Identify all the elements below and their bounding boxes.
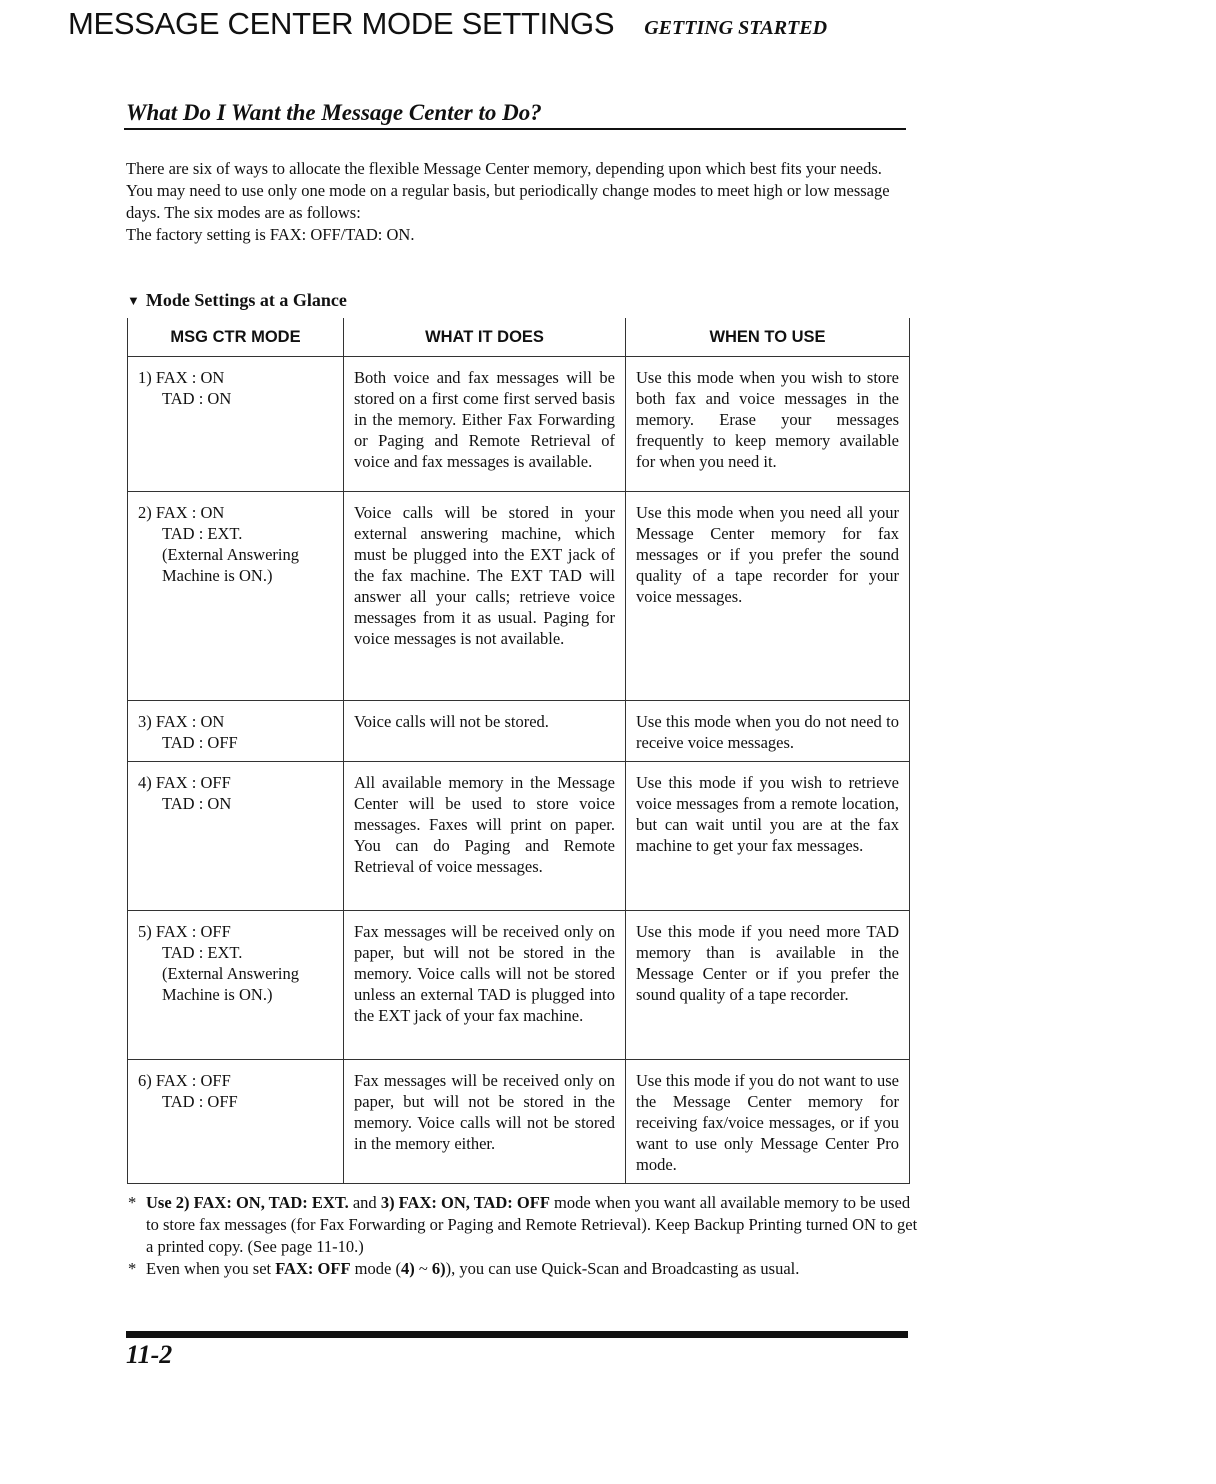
mode-line: 4) FAX : OFF [138, 773, 231, 792]
column-header-when: WHEN TO USE [626, 318, 910, 357]
glance-heading [127, 290, 347, 311]
footnote-2-mid: mode ( [350, 1259, 401, 1278]
table-header-row [128, 318, 910, 357]
mode-line: 6) FAX : OFF [138, 1071, 231, 1090]
footnote-2-six: 6) [431, 1259, 446, 1278]
asterisk-icon: * [128, 1193, 137, 1212]
intro-paragraph-1: There are six of ways to allocate the flexible Message Center memory, depending upon which best fits your needs. [126, 159, 882, 178]
page-number: 11-2 [126, 1340, 173, 1369]
footnote-1 [128, 1192, 918, 1258]
mode-line: TAD : ON [162, 389, 232, 408]
footnotes [128, 1192, 918, 1280]
mode-cell [128, 357, 344, 492]
footnote-2-fax: FAX: OFF [275, 1259, 351, 1278]
mode-cell [128, 1060, 344, 1184]
page-header-section: GETTING STARTED [644, 17, 828, 39]
when-cell: Use this mode if you do not want to use the Message Center memory for receiving fax/voice messages, or if you want to use only Message Center Pro mode. [626, 1060, 910, 1184]
column-header-what: WHAT IT DOES [344, 318, 626, 357]
mode-cell [128, 911, 344, 1060]
mode-line: TAD : OFF [162, 1092, 238, 1111]
mode-line: TAD : OFF [162, 733, 238, 752]
mode-line: TAD : ON [162, 794, 232, 813]
mode-line: Machine is ON.) [162, 985, 273, 1004]
table-row [128, 492, 910, 701]
mode-line: Machine is ON.) [162, 566, 273, 585]
section-title-rule [124, 128, 906, 130]
what-cell: Fax messages will be received only on paper, but will not be stored in the memory. Voice calls will not be stored in the memory either. [344, 1060, 626, 1184]
footer-rule [126, 1331, 908, 1338]
mode-line: TAD : EXT. [162, 524, 243, 543]
triangle-down-icon: ▼ [127, 293, 140, 308]
mode-line: 2) FAX : ON [138, 503, 225, 522]
footnote-1-mode2: Use 2) FAX: ON, TAD: EXT. [146, 1193, 349, 1212]
what-cell: Voice calls will be stored in your external answering machine, which must be plugged into the EXT jack of the fax machine. The EXT TAD will answer all your calls; retrieve voice messages from it as usual. Paging for voice messages is not available. [344, 492, 626, 701]
mode-settings-table [127, 318, 910, 1184]
mode-line: (External Answering [162, 964, 300, 983]
when-cell: Use this mode when you wish to store both fax and voice messages in the memory. Erase your messages frequently to keep memory available for when you need it. [626, 357, 910, 492]
page-header [68, 6, 827, 42]
footnote-2 [128, 1258, 918, 1280]
what-cell: All available memory in the Message Center will be used to store voice messages. Faxes will print on paper. You can do Paging and Remote Retrieval of voice messages. [344, 762, 626, 911]
mode-line: TAD : EXT. [162, 943, 243, 962]
mode-line: 3) FAX : ON [138, 712, 225, 731]
table-row [128, 357, 910, 492]
column-header-mode: MSG CTR MODE [128, 318, 344, 357]
when-cell: Use this mode if you wish to retrieve voice messages from a remote location, but can wait until you are at the fax machine to get your fax messages. [626, 762, 910, 911]
when-cell: Use this mode when you need all your Message Center memory for fax messages or if you prefer the sound quality of a tape recorder for your voice messages. [626, 492, 910, 701]
footnote-1-rest: mode when you want all available memory to be used to store fax messages (for Fax Forwarding or Paging and Remote Retrieval). Keep Backup Printing turned ON to get a printed copy. (See page 11-10.) [146, 1193, 918, 1256]
intro-text [126, 158, 916, 246]
footnote-2-pre: Even when you set [146, 1259, 276, 1278]
footnote-1-and: and [348, 1193, 381, 1212]
mode-line: 5) FAX : OFF [138, 922, 231, 941]
mode-line: 1) FAX : ON [138, 368, 225, 387]
mode-cell [128, 701, 344, 762]
section-title: What Do I Want the Message Center to Do? [126, 100, 542, 125]
intro-paragraph-2: You may need to use only one mode on a regular basis, but periodically change modes to meet high or low message days. The six modes are as follows: [126, 181, 890, 222]
footnote-1-mode3: 3) FAX: ON, TAD: OFF [380, 1193, 550, 1212]
glance-title: Mode Settings at a Glance [145, 290, 347, 310]
what-cell: Fax messages will be received only on paper, but will not be stored in the memory. Voice calls will not be stored unless an external TAD is plugged into the EXT jack of your fax machine. [344, 911, 626, 1060]
footnote-2-tilde: ~ [414, 1259, 432, 1278]
mode-cell [128, 762, 344, 911]
when-cell: Use this mode if you need more TAD memory than is available in the Message Center or if you prefer the sound quality of a tape recorder. [626, 911, 910, 1060]
table-row [128, 911, 910, 1060]
what-cell: Voice calls will not be stored. [344, 701, 626, 762]
table-row [128, 762, 910, 911]
intro-paragraph-3: The factory setting is FAX: OFF/TAD: ON. [126, 225, 415, 244]
what-cell: Both voice and fax messages will be stored on a first come first served basis in the memory. Either Fax Forwarding or Paging and Remote Retrieval of voice and fax messages is available. [344, 357, 626, 492]
page-header-title: MESSAGE CENTER MODE SETTINGS [68, 6, 615, 41]
table-row [128, 701, 910, 762]
when-cell: Use this mode when you do not need to receive voice messages. [626, 701, 910, 762]
asterisk-icon: * [128, 1259, 137, 1278]
mode-line: (External Answering [162, 545, 300, 564]
mode-cell [128, 492, 344, 701]
footnote-2-four: 4) [400, 1259, 415, 1278]
footnote-2-post: ), you can use Quick-Scan and Broadcasting as usual. [445, 1259, 800, 1278]
table-row [128, 1060, 910, 1184]
